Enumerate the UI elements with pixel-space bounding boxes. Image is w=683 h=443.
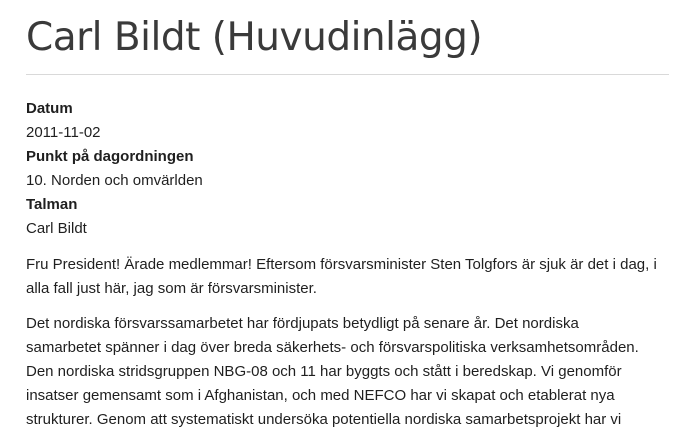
speech-line: strukturer. Genom att systematiskt undersöka potentiella nordiska samarbetsprojekt har vi — [26, 411, 622, 428]
speech-paragraph — [26, 253, 669, 301]
speech-line: insatser gemensamt som i Afghanistan, och med NEFCO har vi skapat och etablerat nya — [26, 387, 615, 404]
speech-paragraph — [26, 312, 669, 432]
speaker-label: Talman — [26, 196, 78, 213]
agenda-label: Punkt på dagordningen — [26, 148, 194, 165]
date-value: 2011-11-02 — [26, 124, 101, 141]
speech-line: Den nordiska stridsgruppen NBG-08 och 11 har byggts och stått i beredskap. Vi genomför — [26, 363, 622, 380]
speech-page — [26, 0, 669, 443]
date-label: Datum — [26, 100, 73, 117]
speech-line: alla fall just här, jag som är försvarsminister. — [26, 280, 317, 297]
speech-line: samarbetet spänner i dag över breda säkerhets- och försvarspolitiska verksamhetsområden. — [26, 339, 639, 356]
speaker-value: Carl Bildt — [26, 220, 87, 237]
speech-metadata — [26, 97, 669, 241]
speech-line: Det nordiska försvarssamarbetet har fördjupats betydligt på senare år. Det nordiska — [26, 315, 579, 332]
title-divider — [26, 74, 669, 75]
agenda-value: 10. Norden och omvärlden — [26, 172, 203, 189]
page-title: Carl Bildt (Huvudinlägg) — [26, 15, 483, 60]
speech-body — [26, 253, 669, 432]
speech-line: Fru President! Ärade medlemmar! Eftersom försvarsminister Sten Tolgfors är sjuk är det i dag, i — [26, 256, 657, 273]
